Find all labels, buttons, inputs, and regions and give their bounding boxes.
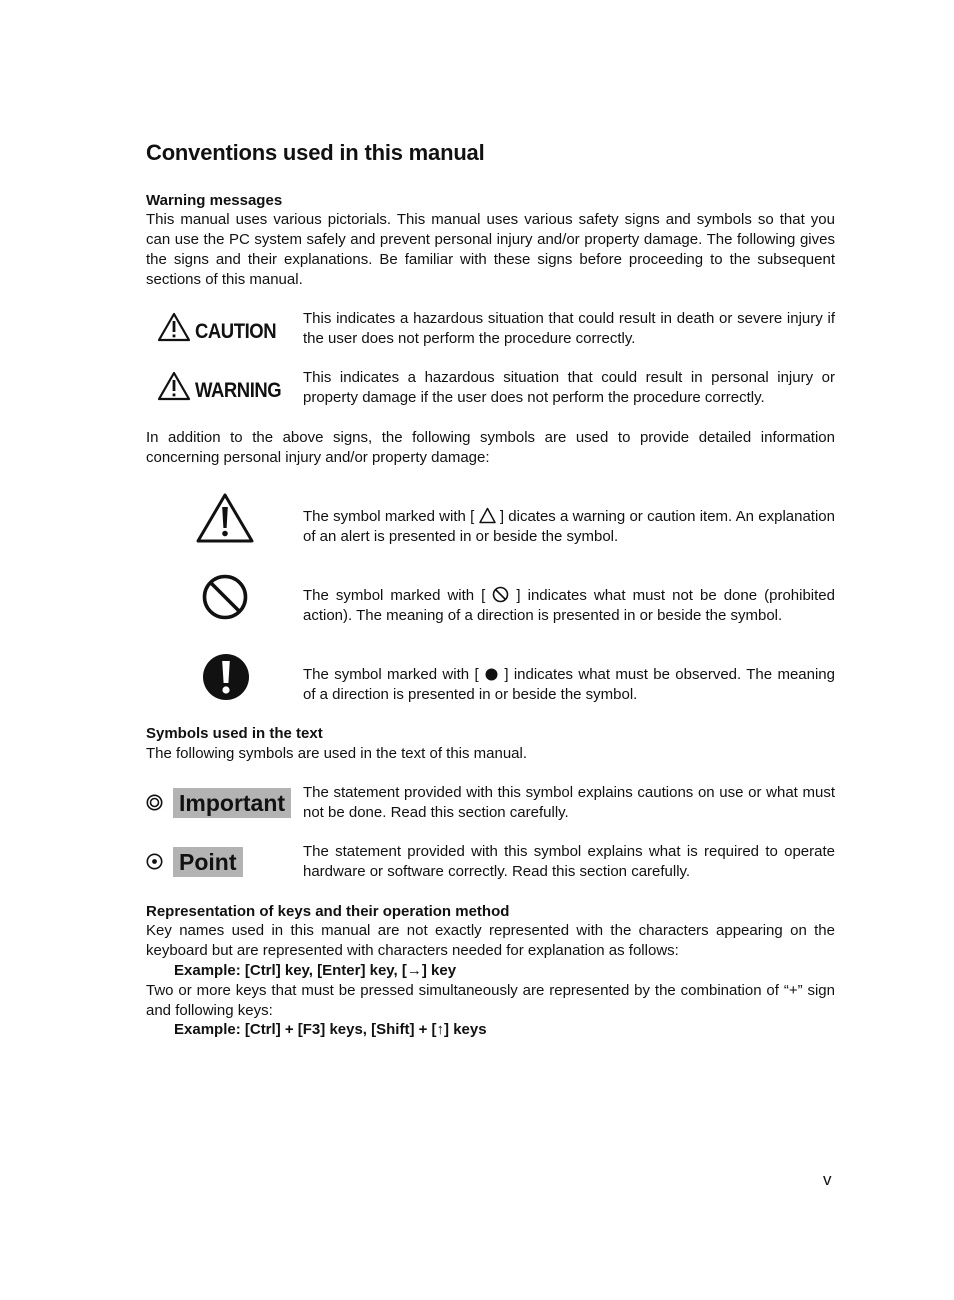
dotted-circle-icon (146, 853, 163, 870)
symbols-text-intro: The following symbols are used in the text of this manual. (146, 745, 528, 762)
point-description: The statement provided with this symbol explains what is required to operate hardware or software correctly. Read this section carefully. (303, 843, 835, 880)
important-label: Important (173, 788, 291, 818)
mandatory-symbol-description: The symbol marked with [ ] indicates what must be observed. The meaning of a direction is presented in or beside the symbol. (303, 666, 835, 703)
warning-label: WARNING (195, 379, 282, 402)
keys-example-1: Example: [Ctrl] key, [Enter] key, [→] key (174, 962, 457, 979)
alert-triangle-icon (195, 492, 255, 544)
symbols-intro: In addition to the above signs, the following symbols are used to provide detailed information concerning personal injury and/or property damage: (146, 429, 835, 466)
mandatory-action-icon (202, 653, 250, 701)
prohibited-icon (201, 573, 249, 621)
important-description: The statement provided with this symbol explains cautions on use or what must not be done. Read this section carefully. (303, 784, 835, 821)
page-number: v (823, 1170, 832, 1189)
caution-label: CAUTION (195, 320, 277, 343)
warning-triangle-icon (157, 312, 191, 342)
small-prohibited-icon (492, 586, 509, 603)
warning-triangle-icon (157, 371, 191, 401)
small-triangle-icon (479, 507, 496, 524)
keys-text-1: Key names used in this manual are not exactly represented with the characters appearing on the keyboard but are represented with characters needed for explanation as follows: (146, 922, 835, 959)
keys-example-2: Example: [Ctrl] + [F3] keys, [Shift] + [↑] keys (174, 1021, 487, 1038)
prohibited-symbol-description: The symbol marked with [ ] indicates what must not be done (prohibited action). The meaning of a direction is presented in or beside the symbol. (303, 587, 835, 624)
alert-symbol-description: The symbol marked with [ ] dicates a warning or caution item. An explanation of an alert is presented in or beside the symbol. (303, 508, 835, 545)
symbols-text-heading: Symbols used in the text (146, 725, 323, 742)
keys-text-2: Two or more keys that must be pressed simultaneously are represented by the combination of “+” sign and following keys: (146, 982, 835, 1019)
warning-messages-text: This manual uses various pictorials. This manual uses various safety signs and symbols so that you can use the PC system safely and prevent personal injury and/or property damage. The following gives the signs and their explanations. Be familiar with these signs before proceeding to the subsequent sections of this manual. (146, 211, 835, 288)
caution-description: This indicates a hazardous situation that could result in death or severe injury if the user does not perform the procedure correctly. (303, 310, 835, 347)
point-label: Point (173, 847, 243, 877)
keys-heading: Representation of keys and their operation method (146, 903, 510, 920)
warning-description: This indicates a hazardous situation that could result in personal injury or property damage if the user does not perform the procedure correctly. (303, 369, 835, 406)
small-filled-circle-icon (484, 667, 499, 682)
page-title: Conventions used in this manual (146, 140, 485, 165)
warning-messages-heading: Warning messages (146, 192, 283, 209)
double-circle-icon (146, 794, 163, 811)
